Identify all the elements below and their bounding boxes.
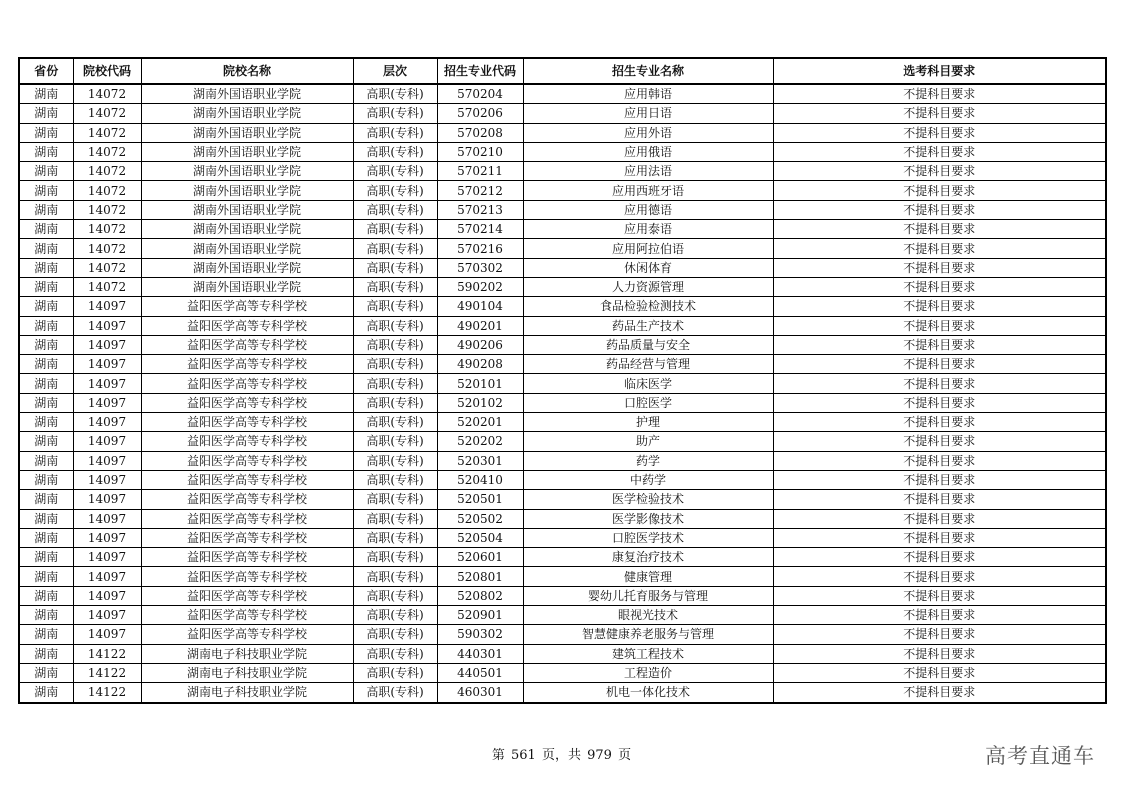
cell-major-code: 520504	[437, 528, 523, 547]
page-footer	[0, 744, 1123, 763]
cell-subject-requirement: 不提科目要求	[773, 374, 1106, 393]
cell-major-code: 520601	[437, 548, 523, 567]
table-row	[19, 451, 1106, 470]
table-row	[19, 432, 1106, 451]
cell-school-code: 14097	[73, 451, 141, 470]
cell-school-code: 14072	[73, 277, 141, 296]
table-row	[19, 625, 1106, 644]
table-row	[19, 277, 1106, 296]
cell-province: 湖南	[19, 567, 73, 586]
cell-school-name: 湖南外国语职业学院	[141, 239, 353, 258]
cell-subject-requirement: 不提科目要求	[773, 84, 1106, 104]
cell-province: 湖南	[19, 355, 73, 374]
cell-school-code: 14072	[73, 258, 141, 277]
cell-major-code: 520202	[437, 432, 523, 451]
cell-subject-requirement: 不提科目要求	[773, 142, 1106, 161]
cell-major-code: 520801	[437, 567, 523, 586]
table-row	[19, 84, 1106, 104]
table-row	[19, 162, 1106, 181]
cell-subject-requirement: 不提科目要求	[773, 683, 1106, 703]
cell-school-name: 湖南电子科技职业学院	[141, 683, 353, 703]
cell-major-name: 应用法语	[523, 162, 773, 181]
cell-school-code: 14097	[73, 316, 141, 335]
cell-major-name: 口腔医学	[523, 393, 773, 412]
cell-school-code: 14097	[73, 413, 141, 432]
cell-major-name: 药学	[523, 451, 773, 470]
cell-major-name: 婴幼儿托育服务与管理	[523, 586, 773, 605]
table-row	[19, 200, 1106, 219]
cell-major-code: 570212	[437, 181, 523, 200]
cell-major-name: 工程造价	[523, 663, 773, 682]
cell-school-name: 湖南外国语职业学院	[141, 220, 353, 239]
cell-subject-requirement: 不提科目要求	[773, 470, 1106, 489]
cell-major-name: 应用韩语	[523, 84, 773, 104]
cell-major-name: 应用阿拉伯语	[523, 239, 773, 258]
cell-major-name: 人力资源管理	[523, 277, 773, 296]
header-level: 层次	[353, 58, 437, 84]
cell-school-code: 14122	[73, 683, 141, 703]
header-school-code: 院校代码	[73, 58, 141, 84]
cell-province: 湖南	[19, 258, 73, 277]
cell-school-name: 湖南外国语职业学院	[141, 84, 353, 104]
cell-province: 湖南	[19, 277, 73, 296]
cell-school-name: 益阳医学高等专科学校	[141, 393, 353, 412]
cell-major-name: 休闲体育	[523, 258, 773, 277]
cell-subject-requirement: 不提科目要求	[773, 104, 1106, 123]
cell-province: 湖南	[19, 200, 73, 219]
cell-school-code: 14072	[73, 220, 141, 239]
cell-subject-requirement: 不提科目要求	[773, 162, 1106, 181]
cell-province: 湖南	[19, 528, 73, 547]
cell-school-code: 14097	[73, 355, 141, 374]
cell-major-code: 490201	[437, 316, 523, 335]
cell-subject-requirement: 不提科目要求	[773, 258, 1106, 277]
cell-level: 高职(专科)	[353, 335, 437, 354]
cell-school-code: 14097	[73, 335, 141, 354]
table-row	[19, 509, 1106, 528]
cell-school-code: 14097	[73, 625, 141, 644]
header-province: 省份	[19, 58, 73, 84]
admission-table	[18, 57, 1107, 704]
table-row	[19, 567, 1106, 586]
cell-major-name: 应用西班牙语	[523, 181, 773, 200]
cell-subject-requirement: 不提科目要求	[773, 181, 1106, 200]
cell-major-name: 食品检验检测技术	[523, 297, 773, 316]
cell-school-name: 湖南外国语职业学院	[141, 104, 353, 123]
cell-school-code: 14097	[73, 509, 141, 528]
cell-subject-requirement: 不提科目要求	[773, 277, 1106, 296]
cell-level: 高职(专科)	[353, 355, 437, 374]
cell-level: 高职(专科)	[353, 509, 437, 528]
cell-level: 高职(专科)	[353, 297, 437, 316]
cell-school-code: 14072	[73, 239, 141, 258]
table-row	[19, 258, 1106, 277]
cell-major-name: 眼视光技术	[523, 606, 773, 625]
cell-subject-requirement: 不提科目要求	[773, 644, 1106, 663]
cell-major-name: 中药学	[523, 470, 773, 489]
cell-major-code: 490104	[437, 297, 523, 316]
cell-subject-requirement: 不提科目要求	[773, 220, 1106, 239]
watermark-logo: 高考直通车	[985, 744, 1095, 768]
cell-level: 高职(专科)	[353, 663, 437, 682]
cell-province: 湖南	[19, 470, 73, 489]
cell-major-name: 康复治疗技术	[523, 548, 773, 567]
cell-province: 湖南	[19, 509, 73, 528]
cell-school-name: 湖南外国语职业学院	[141, 181, 353, 200]
cell-level: 高职(专科)	[353, 413, 437, 432]
cell-province: 湖南	[19, 393, 73, 412]
table-row	[19, 374, 1106, 393]
table-row	[19, 470, 1106, 489]
cell-school-code: 14097	[73, 432, 141, 451]
cell-level: 高职(专科)	[353, 162, 437, 181]
cell-level: 高职(专科)	[353, 432, 437, 451]
cell-school-code: 14097	[73, 606, 141, 625]
cell-school-name: 益阳医学高等专科学校	[141, 548, 353, 567]
cell-subject-requirement: 不提科目要求	[773, 586, 1106, 605]
cell-major-name: 应用泰语	[523, 220, 773, 239]
cell-subject-requirement: 不提科目要求	[773, 625, 1106, 644]
cell-level: 高职(专科)	[353, 316, 437, 335]
cell-province: 湖南	[19, 432, 73, 451]
cell-school-name: 益阳医学高等专科学校	[141, 297, 353, 316]
cell-province: 湖南	[19, 220, 73, 239]
cell-major-code: 520201	[437, 413, 523, 432]
cell-school-name: 益阳医学高等专科学校	[141, 490, 353, 509]
cell-major-code: 440501	[437, 663, 523, 682]
cell-province: 湖南	[19, 644, 73, 663]
cell-major-name: 应用俄语	[523, 142, 773, 161]
cell-major-code: 570213	[437, 200, 523, 219]
header-major-code: 招生专业代码	[437, 58, 523, 84]
cell-subject-requirement: 不提科目要求	[773, 509, 1106, 528]
cell-school-code: 14122	[73, 644, 141, 663]
cell-major-code: 520901	[437, 606, 523, 625]
cell-school-code: 14072	[73, 142, 141, 161]
cell-level: 高职(专科)	[353, 220, 437, 239]
cell-major-code: 440301	[437, 644, 523, 663]
cell-subject-requirement: 不提科目要求	[773, 393, 1106, 412]
cell-province: 湖南	[19, 104, 73, 123]
cell-level: 高职(专科)	[353, 548, 437, 567]
cell-school-code: 14097	[73, 528, 141, 547]
cell-school-name: 益阳医学高等专科学校	[141, 586, 353, 605]
cell-school-name: 湖南外国语职业学院	[141, 277, 353, 296]
cell-school-name: 湖南外国语职业学院	[141, 142, 353, 161]
cell-school-code: 14097	[73, 470, 141, 489]
cell-level: 高职(专科)	[353, 586, 437, 605]
header-row	[19, 58, 1106, 84]
cell-province: 湖南	[19, 84, 73, 104]
cell-subject-requirement: 不提科目要求	[773, 451, 1106, 470]
cell-level: 高职(专科)	[353, 528, 437, 547]
cell-school-name: 益阳医学高等专科学校	[141, 606, 353, 625]
table-row	[19, 644, 1106, 663]
cell-major-name: 应用外语	[523, 123, 773, 142]
cell-province: 湖南	[19, 142, 73, 161]
cell-major-name: 口腔医学技术	[523, 528, 773, 547]
cell-school-name: 益阳医学高等专科学校	[141, 451, 353, 470]
cell-level: 高职(专科)	[353, 451, 437, 470]
cell-major-code: 570302	[437, 258, 523, 277]
footer-prefix: 第	[491, 748, 505, 763]
cell-level: 高职(专科)	[353, 490, 437, 509]
cell-level: 高职(专科)	[353, 239, 437, 258]
table-row	[19, 181, 1106, 200]
cell-level: 高职(专科)	[353, 104, 437, 123]
cell-major-code: 570206	[437, 104, 523, 123]
cell-major-name: 健康管理	[523, 567, 773, 586]
cell-subject-requirement: 不提科目要求	[773, 335, 1106, 354]
table-row	[19, 548, 1106, 567]
cell-province: 湖南	[19, 606, 73, 625]
cell-major-code: 570208	[437, 123, 523, 142]
cell-school-name: 益阳医学高等专科学校	[141, 413, 353, 432]
cell-major-name: 应用德语	[523, 200, 773, 219]
cell-major-name: 药品经营与管理	[523, 355, 773, 374]
cell-province: 湖南	[19, 181, 73, 200]
cell-major-code: 520501	[437, 490, 523, 509]
cell-major-name: 临床医学	[523, 374, 773, 393]
cell-school-name: 益阳医学高等专科学校	[141, 528, 353, 547]
cell-school-name: 湖南外国语职业学院	[141, 258, 353, 277]
cell-school-name: 益阳医学高等专科学校	[141, 335, 353, 354]
cell-major-code: 460301	[437, 683, 523, 703]
cell-major-code: 570210	[437, 142, 523, 161]
cell-school-code: 14097	[73, 586, 141, 605]
cell-level: 高职(专科)	[353, 625, 437, 644]
cell-subject-requirement: 不提科目要求	[773, 123, 1106, 142]
cell-level: 高职(专科)	[353, 200, 437, 219]
cell-school-name: 益阳医学高等专科学校	[141, 374, 353, 393]
cell-level: 高职(专科)	[353, 683, 437, 703]
footer-suffix: 页	[618, 748, 632, 763]
table-row	[19, 663, 1106, 682]
cell-province: 湖南	[19, 297, 73, 316]
cell-school-name: 湖南电子科技职业学院	[141, 663, 353, 682]
cell-school-code: 14097	[73, 374, 141, 393]
cell-major-name: 建筑工程技术	[523, 644, 773, 663]
cell-province: 湖南	[19, 316, 73, 335]
cell-school-name: 湖南外国语职业学院	[141, 162, 353, 181]
cell-province: 湖南	[19, 413, 73, 432]
cell-province: 湖南	[19, 451, 73, 470]
cell-subject-requirement: 不提科目要求	[773, 316, 1106, 335]
cell-school-code: 14072	[73, 84, 141, 104]
table-row	[19, 413, 1106, 432]
cell-subject-requirement: 不提科目要求	[773, 297, 1106, 316]
cell-subject-requirement: 不提科目要求	[773, 548, 1106, 567]
cell-level: 高职(专科)	[353, 470, 437, 489]
cell-school-name: 益阳医学高等专科学校	[141, 567, 353, 586]
cell-school-code: 14097	[73, 297, 141, 316]
cell-province: 湖南	[19, 490, 73, 509]
cell-province: 湖南	[19, 374, 73, 393]
cell-subject-requirement: 不提科目要求	[773, 663, 1106, 682]
cell-level: 高职(专科)	[353, 277, 437, 296]
cell-school-code: 14097	[73, 393, 141, 412]
cell-level: 高职(专科)	[353, 644, 437, 663]
cell-school-name: 益阳医学高等专科学校	[141, 316, 353, 335]
cell-level: 高职(专科)	[353, 258, 437, 277]
cell-major-name: 医学检验技术	[523, 490, 773, 509]
cell-major-code: 570214	[437, 220, 523, 239]
cell-major-name: 助产	[523, 432, 773, 451]
table-row	[19, 142, 1106, 161]
cell-major-code: 520502	[437, 509, 523, 528]
header-school-name: 院校名称	[141, 58, 353, 84]
cell-province: 湖南	[19, 683, 73, 703]
cell-level: 高职(专科)	[353, 84, 437, 104]
table-row	[19, 316, 1106, 335]
cell-school-code: 14097	[73, 490, 141, 509]
cell-school-code: 14072	[73, 181, 141, 200]
cell-province: 湖南	[19, 586, 73, 605]
footer-total-pages: 979	[587, 748, 612, 763]
cell-school-name: 湖南电子科技职业学院	[141, 644, 353, 663]
table-row	[19, 297, 1106, 316]
table-row	[19, 104, 1106, 123]
cell-subject-requirement: 不提科目要求	[773, 606, 1106, 625]
cell-major-name: 机电一体化技术	[523, 683, 773, 703]
cell-school-name: 湖南外国语职业学院	[141, 200, 353, 219]
cell-subject-requirement: 不提科目要求	[773, 413, 1106, 432]
cell-level: 高职(专科)	[353, 606, 437, 625]
cell-school-code: 14072	[73, 162, 141, 181]
cell-major-name: 护理	[523, 413, 773, 432]
cell-level: 高职(专科)	[353, 393, 437, 412]
cell-subject-requirement: 不提科目要求	[773, 200, 1106, 219]
cell-school-code: 14072	[73, 200, 141, 219]
cell-level: 高职(专科)	[353, 374, 437, 393]
cell-major-code: 520301	[437, 451, 523, 470]
cell-school-code: 14072	[73, 123, 141, 142]
cell-subject-requirement: 不提科目要求	[773, 567, 1106, 586]
cell-province: 湖南	[19, 162, 73, 181]
cell-school-name: 湖南外国语职业学院	[141, 123, 353, 142]
footer-middle: 页，共	[541, 748, 581, 763]
cell-school-code: 14122	[73, 663, 141, 682]
cell-major-code: 570204	[437, 84, 523, 104]
cell-province: 湖南	[19, 548, 73, 567]
cell-major-code: 520410	[437, 470, 523, 489]
cell-major-code: 490208	[437, 355, 523, 374]
table-row	[19, 528, 1106, 547]
cell-school-name: 益阳医学高等专科学校	[141, 355, 353, 374]
cell-school-name: 益阳医学高等专科学校	[141, 432, 353, 451]
cell-province: 湖南	[19, 625, 73, 644]
cell-major-code: 520101	[437, 374, 523, 393]
table-row	[19, 220, 1106, 239]
table-row	[19, 606, 1106, 625]
cell-major-name: 智慧健康养老服务与管理	[523, 625, 773, 644]
header-major-name: 招生专业名称	[523, 58, 773, 84]
cell-major-code: 490206	[437, 335, 523, 354]
cell-major-code: 570211	[437, 162, 523, 181]
cell-major-name: 药品生产技术	[523, 316, 773, 335]
cell-major-name: 药品质量与安全	[523, 335, 773, 354]
cell-level: 高职(专科)	[353, 142, 437, 161]
table-row	[19, 123, 1106, 142]
cell-school-name: 益阳医学高等专科学校	[141, 470, 353, 489]
cell-major-code: 590302	[437, 625, 523, 644]
cell-province: 湖南	[19, 239, 73, 258]
cell-major-code: 520102	[437, 393, 523, 412]
cell-school-code: 14072	[73, 104, 141, 123]
cell-subject-requirement: 不提科目要求	[773, 528, 1106, 547]
cell-province: 湖南	[19, 123, 73, 142]
table-row	[19, 239, 1106, 258]
table-row	[19, 586, 1106, 605]
cell-major-name: 医学影像技术	[523, 509, 773, 528]
table-row	[19, 355, 1106, 374]
cell-subject-requirement: 不提科目要求	[773, 355, 1106, 374]
cell-level: 高职(专科)	[353, 567, 437, 586]
header-subject-requirement: 选考科目要求	[773, 58, 1106, 84]
cell-major-code: 590202	[437, 277, 523, 296]
cell-school-name: 益阳医学高等专科学校	[141, 509, 353, 528]
cell-level: 高职(专科)	[353, 181, 437, 200]
cell-level: 高职(专科)	[353, 123, 437, 142]
table-row	[19, 335, 1106, 354]
cell-subject-requirement: 不提科目要求	[773, 490, 1106, 509]
cell-school-name: 益阳医学高等专科学校	[141, 625, 353, 644]
cell-subject-requirement: 不提科目要求	[773, 239, 1106, 258]
cell-province: 湖南	[19, 335, 73, 354]
cell-major-code: 520802	[437, 586, 523, 605]
cell-subject-requirement: 不提科目要求	[773, 432, 1106, 451]
cell-major-name: 应用日语	[523, 104, 773, 123]
table-row	[19, 490, 1106, 509]
footer-page-number: 561	[511, 748, 536, 763]
table-row	[19, 393, 1106, 412]
table-row	[19, 683, 1106, 703]
cell-province: 湖南	[19, 663, 73, 682]
cell-school-code: 14097	[73, 567, 141, 586]
cell-major-code: 570216	[437, 239, 523, 258]
cell-school-code: 14097	[73, 548, 141, 567]
